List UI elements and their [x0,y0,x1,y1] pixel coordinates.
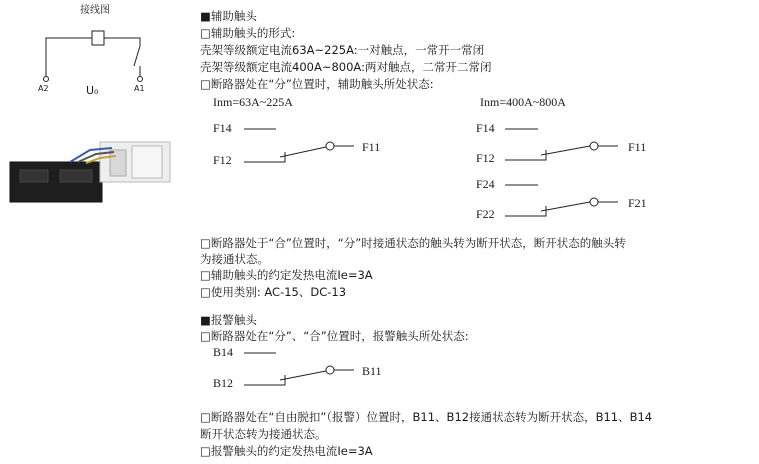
aux-form-title: □辅助触头的形式: [200,26,296,40]
g1-common-dot [326,142,334,150]
aux-open-state-title: □断路器处在“分”位置时，辅助触头所处状态: [200,77,434,91]
alarm-lower-label: B12 [213,376,234,390]
g2-lower1-line [505,150,546,160]
terminal-a2-label: A2 [38,84,49,93]
g2-lower1-label: F12 [476,151,495,165]
aux-form-line2: 壳架等级额定电流400A~800A:两对触点，二常开二常闭 [200,60,492,74]
aux-heading: ■辅助触头 [200,9,257,23]
switch-blade [134,46,140,66]
alarm-trip-note-line2: 断开状态转为接通状态。 [200,427,327,441]
g1-upper-label: F14 [213,121,232,135]
module-photo [10,142,170,202]
module-slot-right [60,170,92,182]
alarm-heading: ■报警触头 [200,313,257,327]
g2-common1-label: F11 [628,140,647,154]
g2-upper2-label: F24 [476,177,495,191]
g2-lower2-line [505,206,546,216]
g1-common-label: F11 [362,140,381,154]
aux-closed-note-line2: 为接通状态。 [200,252,269,266]
terminal-a1-label: A1 [134,84,145,93]
g2-lever1 [541,146,590,155]
g2-lower2-label: F22 [476,207,495,221]
g2-lever2 [541,202,590,211]
g2-upper1-label: F14 [476,121,495,135]
wiring-diagram-title: 接线图 [80,5,110,16]
g2-common1-dot [590,142,598,150]
terminal-a1-dot [138,77,143,82]
alarm-thermal-current: □报警触头的约定发热电流Ie=3A [200,444,373,458]
alarm-common-dot [326,366,334,374]
g1-lever [280,147,326,157]
group1-rating: Inm=63A~225A [213,95,293,109]
g1-lower-label: F12 [213,153,232,167]
g2-common2-dot [590,198,598,206]
coil-voltage-label: U₀ [86,84,99,97]
module-contact-cover [132,146,162,178]
module-slot-left [20,170,48,182]
module-contact-terminal [110,150,126,176]
g2-common2-label: F21 [628,196,647,210]
alarm-trip-note-line1: □断路器处在“自由脱扣”（报警）位置时，B11、B12接通状态转为断开状态，B11、B14 [200,410,653,424]
wire-left [46,38,92,76]
group2-rating: Inm=400A~800A [480,95,566,109]
wire-right [104,38,140,46]
aux-category: □使用类别: AC-15、DC-13 [200,285,347,299]
alarm-lower-line [244,375,285,385]
alarm-common-label: B11 [362,364,382,378]
g1-lower-line [244,152,285,162]
aux-form-line1: 壳架等级额定电流63A~225A:一对触点，一常开一常闭 [200,43,485,57]
aux-closed-note-line1: □断路器处于“合”位置时，“分”时接通状态的触头转为断开状态，断开状态的触头转 [200,236,626,250]
alarm-lever [280,371,326,380]
terminal-a2-dot [44,77,49,82]
coil-symbol [92,31,104,45]
alarm-upper-label: B14 [213,345,234,359]
aux-thermal-current: □辅助触头的约定发热电流Ie=3A [200,268,373,282]
alarm-state-title: □断路器处在“分”、“合”位置时，报警触头所处状态: [200,329,469,343]
